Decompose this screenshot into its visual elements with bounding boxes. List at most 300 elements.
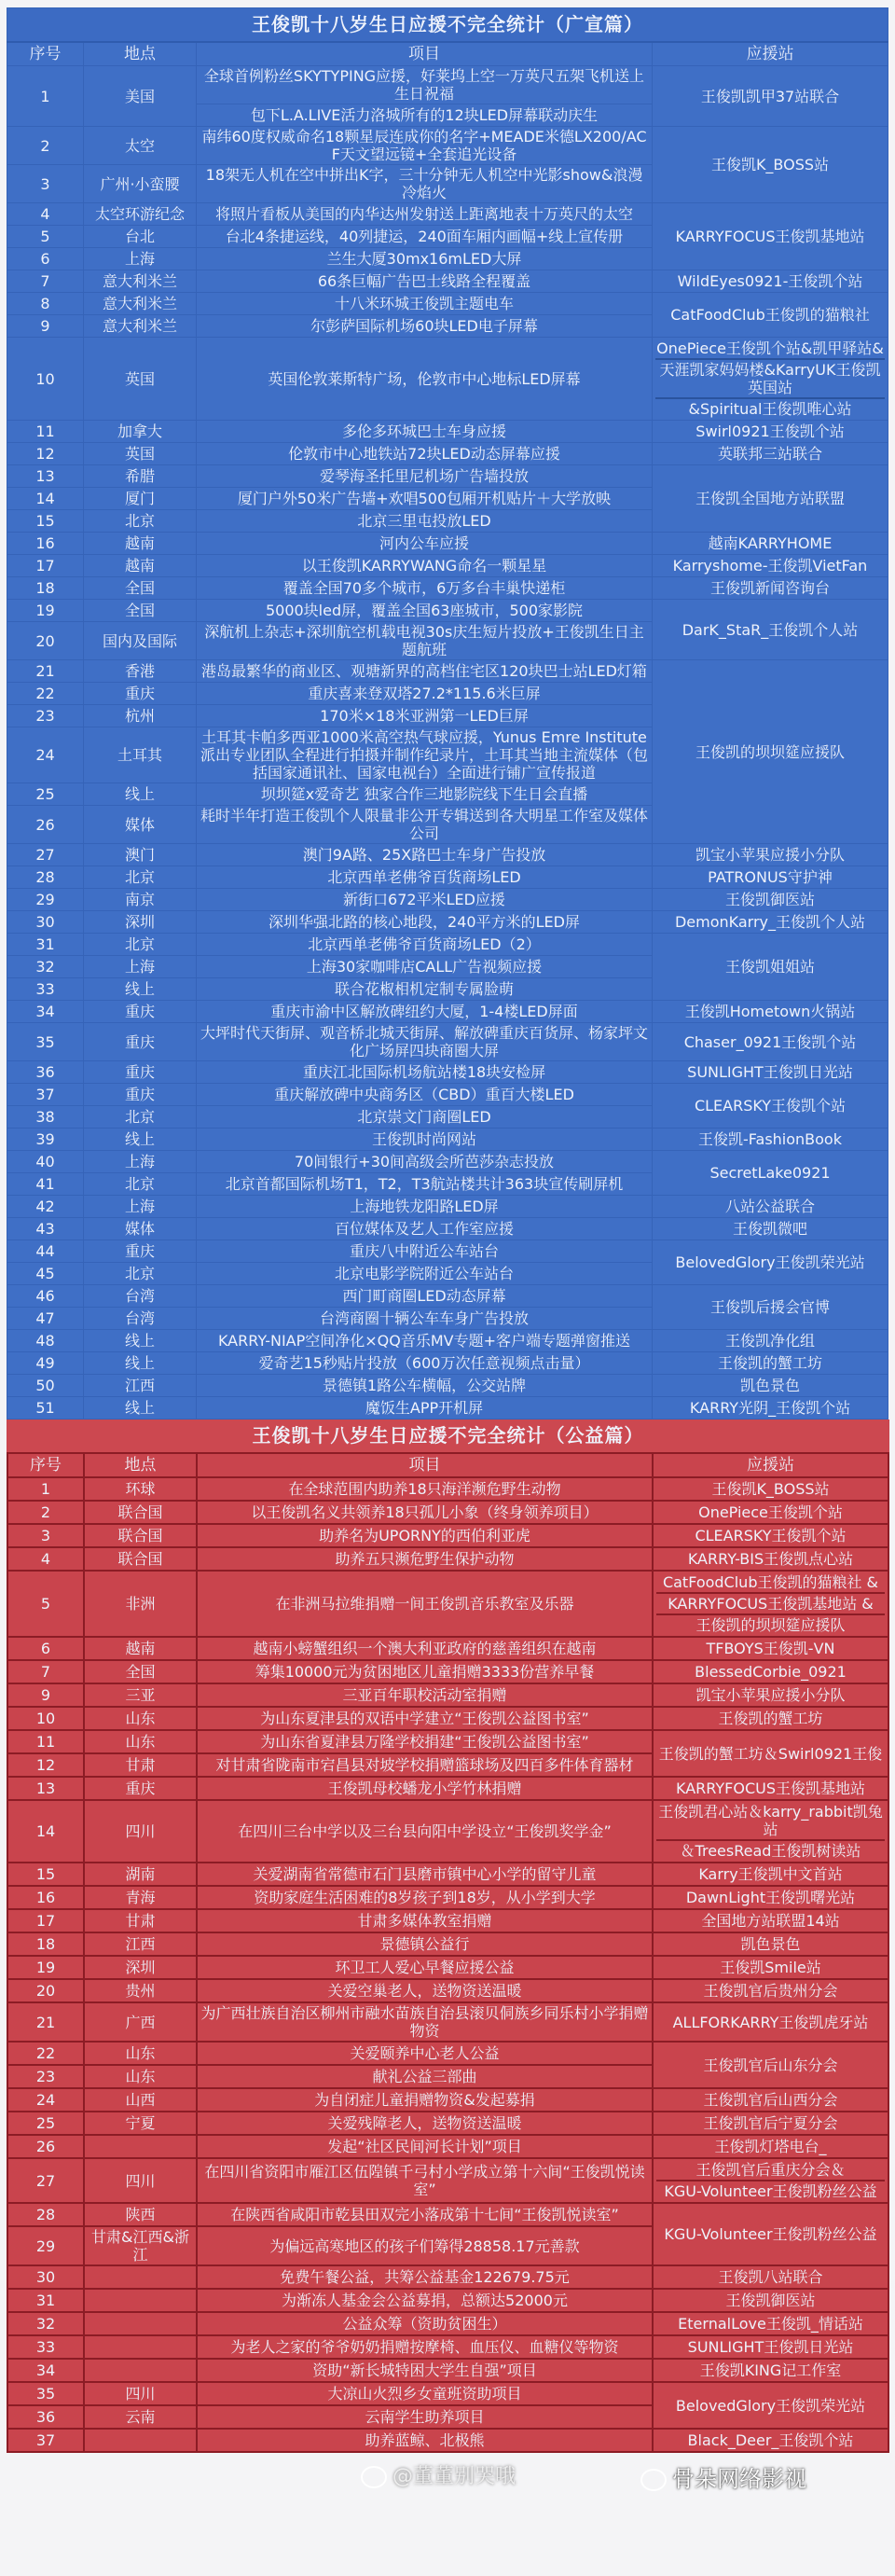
row-index: 26 — [7, 806, 84, 844]
row-project: 将照片看板从美国的内华达州发射送上距离地表十万英尺的太空 — [197, 203, 653, 226]
row-location: 北京 — [84, 1106, 197, 1129]
station-name: 王俊凯的坝坝筵应援队 — [656, 1613, 885, 1635]
row-index: 30 — [7, 911, 84, 934]
table-row — [7, 465, 888, 488]
row-station — [653, 203, 888, 270]
row-location: 意大利米兰 — [84, 293, 197, 315]
row-index: 41 — [7, 1173, 84, 1196]
row-location: 甘肃 — [84, 1753, 197, 1777]
row-location: 线上 — [84, 1330, 197, 1352]
row-location: 广州·小蛮腰 — [84, 165, 197, 203]
row-index: 21 — [7, 2002, 84, 2042]
header-project: 项目 — [197, 42, 653, 66]
station-name: 王俊凯-FashionBook — [698, 1130, 842, 1148]
row-index: 31 — [7, 934, 84, 956]
table-row — [7, 2135, 888, 2158]
table-row — [7, 600, 888, 622]
table-row — [7, 1800, 888, 1863]
row-project: 坝坝筵x爱奇艺 独家合作三地影院线下生日会直播 — [197, 783, 653, 806]
row-project: 台湾商圈十辆公车车身广告投放 — [197, 1308, 653, 1330]
row-index: 34 — [7, 2359, 84, 2382]
row-index: 50 — [7, 1375, 84, 1397]
row-location: 太空 — [84, 127, 197, 165]
wechat-logo-icon — [640, 2469, 667, 2491]
row-index: 28 — [7, 2203, 84, 2226]
row-station — [653, 338, 888, 421]
table-row — [7, 1863, 888, 1886]
row-index: 6 — [7, 248, 84, 270]
row-project: 王俊凯时尚网站 — [197, 1129, 653, 1151]
table-row — [7, 1886, 888, 1909]
row-project: 景德镇1路公车横幅，公交站牌 — [197, 1375, 653, 1397]
row-project: 发起“社区民间河长计划”项目 — [197, 2135, 653, 2158]
row-index: 48 — [7, 1330, 84, 1352]
row-station — [653, 2382, 888, 2429]
station-name: BelovedGlory王俊凯荣光站 — [675, 2396, 866, 2415]
row-index: 6 — [7, 1637, 84, 1660]
row-index: 23 — [7, 705, 84, 727]
watermark-footer — [7, 2457, 888, 2494]
table-row — [7, 1352, 888, 1375]
row-location: 全国 — [84, 600, 197, 622]
row-station — [653, 2312, 888, 2335]
station-name: CatFoodClub王俊凯的猫粮社 — [670, 306, 870, 324]
table-row — [7, 866, 888, 889]
row-station — [653, 2359, 888, 2382]
station-name: KGU-Volunteer王俊凯粉丝公益 — [664, 2225, 877, 2243]
row-project: KARRY-NIAP空间净化×QQ音乐MV专题+客户端专题弹窗推送 — [197, 1330, 653, 1352]
row-project: 为老人之家的爷爷奶奶捐赠按摩椅、血压仪、血糖仪等物资 — [197, 2335, 653, 2359]
row-station — [653, 127, 888, 203]
station-name: DarK_StaR_王俊凯个人站 — [682, 620, 859, 639]
station-name: 王俊凯君心站＆karry_rabbit凯兔站 — [658, 1803, 883, 1838]
station-name: 王俊凯官后宁夏分会 — [703, 2114, 838, 2132]
row-location: 意大利米兰 — [84, 315, 197, 338]
row-station — [653, 889, 888, 911]
table-row — [7, 270, 888, 293]
table-row — [7, 1501, 888, 1524]
row-project: 北京首都国际机场T1，T2，T3航站楼共计363块宣传刷屏机 — [197, 1173, 653, 1196]
station-name: SUNLIGHT王俊凯日光站 — [687, 2338, 854, 2356]
row-index: 14 — [7, 488, 84, 510]
row-station — [653, 2265, 888, 2289]
row-station — [653, 465, 888, 533]
row-project: 为山东省夏津县万隆学校捐建“王俊凯公益图书室” — [197, 1730, 653, 1753]
row-index: 40 — [7, 1151, 84, 1173]
station-name: Chaser_0921王俊凯个站 — [683, 1032, 857, 1051]
row-index: 26 — [7, 2135, 84, 2158]
row-project: 三亚百年职校活动室捐赠 — [197, 1683, 653, 1707]
row-index: 18 — [7, 577, 84, 600]
red-table — [7, 1420, 889, 2453]
row-station — [653, 934, 888, 1001]
table-row — [7, 1001, 888, 1023]
row-station — [653, 911, 888, 934]
station-name: 王俊凯的坝坝筵应援队 — [695, 742, 845, 761]
row-project: 170米×18米亚洲第一LED巨屏 — [197, 705, 653, 727]
row-project: 北京西单老佛爷百货商场LED — [197, 866, 653, 889]
row-index: 2 — [7, 1501, 84, 1524]
table-row — [7, 338, 888, 421]
row-station — [653, 1084, 888, 1129]
row-project: 甘肃多媒体教室捐赠 — [197, 1909, 653, 1932]
charity-stats-table-section — [7, 1420, 888, 2453]
table-title: 王俊凯十八岁生日应援不完全统计（广宣篇） — [7, 8, 888, 43]
station-name: 王俊凯Smile站 — [720, 1959, 821, 1976]
row-station — [653, 1571, 888, 1637]
row-project: 资助“新长城特困大学生自强”项目 — [197, 2359, 653, 2382]
row-project: 重庆江北国际机场航站楼18块安检屏 — [197, 1061, 653, 1084]
row-location — [84, 2335, 197, 2359]
table-row — [7, 2265, 888, 2289]
row-project: 深航机上杂志+深圳航空机载电视30s庆生短片投放+王俊凯生日主题航班 — [197, 622, 653, 660]
row-station — [653, 1777, 888, 1800]
table-row — [7, 1571, 888, 1637]
row-index: 29 — [7, 889, 84, 911]
station-name: ＆TreesRead王俊凯树读站 — [656, 1839, 885, 1861]
table-row — [7, 1637, 888, 1660]
row-index: 34 — [7, 1001, 84, 1023]
row-project: 百位媒体及艺人工作室应援 — [197, 1218, 653, 1240]
wechat-watermark-text: 骨朵网络影视 — [672, 2466, 806, 2492]
row-location: 意大利米兰 — [84, 270, 197, 293]
station-name: CatFoodClub王俊凯的猫粮社 & — [662, 1573, 879, 1591]
row-location: 台湾 — [84, 1308, 197, 1330]
row-index: 7 — [7, 1660, 84, 1683]
row-project: 大坪时代天街屏、观音桥北城天街屏、解放碑重庆百货屏、杨家坪文化广场屏四块商圈大屏 — [197, 1023, 653, 1061]
row-location: 甘肃 — [84, 1909, 197, 1932]
row-station — [653, 293, 888, 338]
table-row — [7, 1129, 888, 1151]
row-location: 重庆 — [84, 1084, 197, 1106]
station-name: KARRY光阴_王俊凯个站 — [689, 1399, 851, 1417]
row-project: 5000块led屏，覆盖全国63座城市，500家影院 — [197, 600, 653, 622]
row-project: 北京西单老佛爷百货商场LED（2） — [197, 934, 653, 956]
row-station — [653, 1979, 888, 2002]
header-location: 地点 — [84, 1453, 197, 1477]
row-location: 台北 — [84, 226, 197, 248]
table-header-row — [7, 42, 888, 66]
row-station — [653, 1863, 888, 1886]
row-location: 深圳 — [84, 911, 197, 934]
table-row — [7, 1285, 888, 1308]
row-project: 深圳华强北路的核心地段，240平方米的LED屏 — [197, 911, 653, 934]
row-project: 河内公车应援 — [197, 533, 653, 555]
wechat-watermark — [640, 2460, 806, 2493]
row-index: 37 — [7, 1084, 84, 1106]
row-index: 3 — [7, 1524, 84, 1547]
row-project: 资助家庭生活困难的8岁孩子到18岁，从小学到大学 — [197, 1886, 653, 1909]
row-index: 33 — [7, 2335, 84, 2359]
table-row — [7, 1477, 888, 1501]
station-name: 王俊凯的蟹工坊＆Swirl0921王俊 — [658, 1744, 883, 1763]
row-location: 美国 — [84, 66, 197, 127]
station-name: 王俊凯全国地方站联盟 — [695, 490, 845, 507]
row-location: 环球 — [84, 1477, 197, 1501]
row-location: 四川 — [84, 2158, 197, 2203]
table-row — [7, 293, 888, 315]
station-name: EternalLove王俊凯_情话站 — [678, 2315, 863, 2333]
row-index: 43 — [7, 1218, 84, 1240]
row-project: 魔饭生APP开机屏 — [197, 1397, 653, 1420]
row-project: 对甘肃省陇南市宕昌县对坡学校捐赠篮球场及四百多件体育器材 — [197, 1753, 653, 1777]
table-row — [7, 555, 888, 577]
row-project: 环卫工人爱心早餐应援公益 — [197, 1956, 653, 1979]
row-index: 38 — [7, 1106, 84, 1129]
row-index: 51 — [7, 1397, 84, 1420]
row-project: 上海地铁龙阳路LED屏 — [197, 1196, 653, 1218]
station-name: Karry王俊凯中文首站 — [698, 1865, 843, 1883]
row-project: 在全球范围内助养18只海洋濒危野生动物 — [197, 1477, 653, 1501]
row-location: 国内及国际 — [84, 622, 197, 660]
row-project: 为自闭症儿童捐赠物资&发起募捐 — [197, 2088, 653, 2112]
row-station — [653, 1730, 888, 1777]
row-index: 27 — [7, 2158, 84, 2203]
row-project: 关爱空巢老人，送物资送温暖 — [197, 1979, 653, 2002]
station-name: 王俊凯K_BOSS站 — [710, 156, 830, 173]
table-row — [7, 1375, 888, 1397]
row-index: 36 — [7, 1061, 84, 1084]
row-location: 全国 — [84, 1660, 197, 1683]
row-index: 23 — [7, 2065, 84, 2088]
table-title-row — [7, 1420, 888, 1453]
row-project: 英国伦敦莱斯特广场，伦敦市中心地标LED屏幕 — [197, 338, 653, 421]
row-index: 21 — [7, 660, 84, 683]
station-name: PATRONUS守护神 — [708, 868, 833, 886]
station-name: 王俊凯官后重庆分会＆ — [695, 2161, 846, 2179]
row-index: 4 — [7, 1547, 84, 1571]
row-index: 25 — [7, 783, 84, 806]
row-index: 20 — [7, 1979, 84, 2002]
table-row — [7, 844, 888, 866]
table-row — [7, 1547, 888, 1571]
row-location: 线上 — [84, 1352, 197, 1375]
row-station — [653, 1375, 888, 1397]
row-project: 筹集10000元为贫困地区儿童捐赠3333份营养早餐 — [197, 1660, 653, 1683]
row-project: 台北4条捷运线，40列捷运，240面车厢内画幅+线上宣传册 — [197, 226, 653, 248]
table-row — [7, 2429, 888, 2452]
row-station — [653, 1477, 888, 1501]
table-row — [7, 533, 888, 555]
row-index: 37 — [7, 2429, 84, 2452]
row-location: 山东 — [84, 1730, 197, 1753]
station-name: OnePiece王俊凯个站&凯甲驿站& — [656, 339, 884, 357]
row-project: 王俊凯母校蟠龙小学竹林捐赠 — [197, 1777, 653, 1800]
row-project: 在四川三台中学以及三台县向阳中学设立“王俊凯奖学金” — [197, 1800, 653, 1863]
row-project: 尔彭萨国际机场60块LED电子屏幕 — [197, 315, 653, 338]
row-project: 伦敦市中心地铁站72块LED动态屏幕应援 — [197, 443, 653, 465]
row-location: 媒体 — [84, 1218, 197, 1240]
station-name: 全国地方站联盟14站 — [701, 1912, 840, 1930]
row-project: 以王俊凯KARRYWANG命名一颗星星 — [197, 555, 653, 577]
station-name: TFBOYS王俊凯-VN — [706, 1640, 835, 1657]
row-location: 甘肃&江西&浙江 — [84, 2226, 197, 2265]
row-location — [84, 2289, 197, 2312]
row-project: 70间银行+30间高级会所芭莎杂志投放 — [197, 1151, 653, 1173]
row-location — [84, 2135, 197, 2158]
row-location: 山东 — [84, 2065, 197, 2088]
row-project: 耗时半年打造王俊凯个人限量非公开专辑送到各大明星工作室及媒体公司 — [197, 806, 653, 844]
station-name: OnePiece王俊凯个站 — [698, 1503, 843, 1521]
row-project: 助养蓝鲸、北极熊 — [197, 2429, 653, 2452]
table-row — [7, 203, 888, 226]
table-row — [7, 2088, 888, 2112]
station-name: 王俊凯的蟹工坊 — [718, 1710, 823, 1727]
row-index: 5 — [7, 1571, 84, 1637]
row-index: 17 — [7, 555, 84, 577]
row-index: 5 — [7, 226, 84, 248]
row-location: 北京 — [84, 510, 197, 533]
station-name: CLEARSKY王俊凯个站 — [695, 1527, 847, 1544]
station-name: 八站公益联合 — [724, 1198, 815, 1215]
row-project: 北京电影学院附近公车站台 — [197, 1263, 653, 1285]
row-project: 兰生大厦30mx16mLED大屏 — [197, 248, 653, 270]
row-index: 35 — [7, 2382, 84, 2405]
table-row — [7, 2002, 888, 2042]
station-name: 凯宝小苹果应援小分队 — [695, 846, 845, 864]
table-row — [7, 577, 888, 600]
row-project: 十八米环城王俊凯主题电车 — [197, 293, 653, 315]
row-project: 上海30家咖啡店CALL广告视频应援 — [197, 956, 653, 978]
row-index: 13 — [7, 465, 84, 488]
row-index: 44 — [7, 1240, 84, 1263]
row-location: 加拿大 — [84, 421, 197, 443]
row-project: 土耳其卡帕多西亚1000米高空热气球应援，Yunus Emre Institute派出专业团队全程进行拍摄并制作纪录片，土耳其当地主流媒体（包括国家通讯社、国家电视台）全面进行铺广宣传报道 — [197, 727, 653, 783]
station-name: SUNLIGHT王俊凯日光站 — [687, 1063, 853, 1081]
table-row — [7, 2382, 888, 2405]
row-project: 西门町商圈LED动态屏幕 — [197, 1285, 653, 1308]
row-station — [653, 1886, 888, 1909]
station-name: BelovedGlory王俊凯荣光站 — [675, 1253, 865, 1271]
row-location: 四川 — [84, 2382, 197, 2405]
row-index: 14 — [7, 1800, 84, 1863]
row-location: 深圳 — [84, 1956, 197, 1979]
table-row — [7, 2042, 888, 2065]
station-name: KARRY-BIS王俊凯点心站 — [687, 1550, 854, 1568]
row-project: 献礼公益三部曲 — [197, 2065, 653, 2088]
weibo-watermark — [361, 2460, 516, 2489]
row-location: 南京 — [84, 889, 197, 911]
row-project: 云南学生助养项目 — [197, 2405, 653, 2429]
row-project: 厦门户外50米广告墙+欢唱500包厢开机贴片＋大学放映 — [197, 488, 653, 510]
row-station — [653, 2158, 888, 2203]
table-row — [7, 1023, 888, 1061]
row-location: 香港 — [84, 660, 197, 683]
row-location: 山东 — [84, 2042, 197, 2065]
row-location: 澳门 — [84, 844, 197, 866]
row-station — [653, 2429, 888, 2452]
station-name: 王俊凯凯甲37站联合 — [700, 87, 840, 105]
table-row — [7, 1061, 888, 1084]
header-station: 应援站 — [653, 42, 888, 66]
row-location: 重庆 — [84, 1777, 197, 1800]
row-station — [653, 2335, 888, 2359]
row-index: 7 — [7, 270, 84, 293]
row-index: 3 — [7, 165, 84, 203]
table-row — [7, 660, 888, 683]
weibo-logo-icon — [361, 2466, 387, 2488]
row-location — [84, 2312, 197, 2335]
row-station — [653, 1956, 888, 1979]
row-index: 39 — [7, 1129, 84, 1151]
row-location: 联合国 — [84, 1501, 197, 1524]
row-index: 32 — [7, 2312, 84, 2335]
row-project: 爱奇艺15秒贴片投放（600万次任意视频点击量） — [197, 1352, 653, 1375]
row-index: 12 — [7, 1753, 84, 1777]
row-station — [653, 270, 888, 293]
table-row — [7, 1932, 888, 1956]
table-row — [7, 934, 888, 956]
row-index: 11 — [7, 421, 84, 443]
row-station — [653, 2042, 888, 2088]
row-station — [653, 1547, 888, 1571]
station-name: 王俊凯官后贵州分会 — [703, 1982, 838, 2000]
row-index: 15 — [7, 1863, 84, 1886]
row-location: 越南 — [84, 1637, 197, 1660]
row-station — [653, 2002, 888, 2042]
row-index: 10 — [7, 338, 84, 421]
row-station — [653, 533, 888, 555]
row-location: 上海 — [84, 1151, 197, 1173]
header-project: 项目 — [197, 1453, 653, 1477]
row-project: 免费午餐公益，共筹公益基金122679.75元 — [197, 2265, 653, 2289]
row-index: 9 — [7, 315, 84, 338]
row-project: 以王俊凯名义共领养18只孤儿小象（终身领养项目） — [197, 1501, 653, 1524]
station-name: 王俊凯官后山西分会 — [703, 2091, 838, 2109]
row-index: 35 — [7, 1023, 84, 1061]
row-project: 重庆解放碑中央商务区（CBD）重百大楼LED — [197, 1084, 653, 1106]
row-station — [653, 1660, 888, 1683]
station-name: 王俊凯Hometown火锅站 — [684, 1003, 856, 1020]
promo-stats-table-section — [7, 7, 888, 1420]
row-project: 公益众筹（资助贫困生） — [197, 2312, 653, 2335]
station-name: 王俊凯灯塔电台_ — [714, 2138, 827, 2155]
row-index: 36 — [7, 2405, 84, 2429]
row-project: 全球首例粉丝SKYTYPING应援，好莱坞上空一万英尺五架飞机送上生日祝福 — [197, 66, 653, 104]
row-location: 联合国 — [84, 1524, 197, 1547]
station-name: BlessedCorbie_0921 — [695, 1663, 847, 1681]
row-location: 三亚 — [84, 1683, 197, 1707]
row-project: 为山东夏津县的双语中学建立“王俊凯公益图书室” — [197, 1707, 653, 1730]
row-location: 湖南 — [84, 1863, 197, 1886]
table-row — [7, 1730, 888, 1753]
row-project: 18架无人机在空中拼出K字，三十分钟无人机空中光影show&浪漫冷焰火 — [197, 165, 653, 203]
row-location: 重庆 — [84, 1001, 197, 1023]
station-name: WildEyes0921-王俊凯个站 — [677, 272, 863, 290]
row-index: 24 — [7, 727, 84, 783]
row-location: 陕西 — [84, 2203, 197, 2226]
row-index: 13 — [7, 1777, 84, 1800]
row-station — [653, 866, 888, 889]
row-location: 北京 — [84, 866, 197, 889]
station-name: KARRYFOCUS王俊凯基地站 & — [656, 1592, 885, 1613]
station-name: 王俊凯净化组 — [724, 1332, 815, 1350]
header-index: 序号 — [7, 1453, 84, 1477]
row-project: 关爱颐养中心老人公益 — [197, 2042, 653, 2065]
row-index: 2 — [7, 127, 84, 165]
row-index: 46 — [7, 1285, 84, 1308]
row-station — [653, 1707, 888, 1730]
row-station — [653, 2135, 888, 2158]
row-location: 联合国 — [84, 1547, 197, 1571]
row-location: 全国 — [84, 577, 197, 600]
table-row — [7, 1979, 888, 2002]
row-project: 大凉山火烈乡女童班资助项目 — [197, 2382, 653, 2405]
row-location: 北京 — [84, 1173, 197, 1196]
row-project: 为广西壮族自治区柳州市融水苗族自治县滚贝侗族乡同乐村小学捐赠物资 — [197, 2002, 653, 2042]
row-location: 上海 — [84, 248, 197, 270]
row-location: 重庆 — [84, 1240, 197, 1263]
